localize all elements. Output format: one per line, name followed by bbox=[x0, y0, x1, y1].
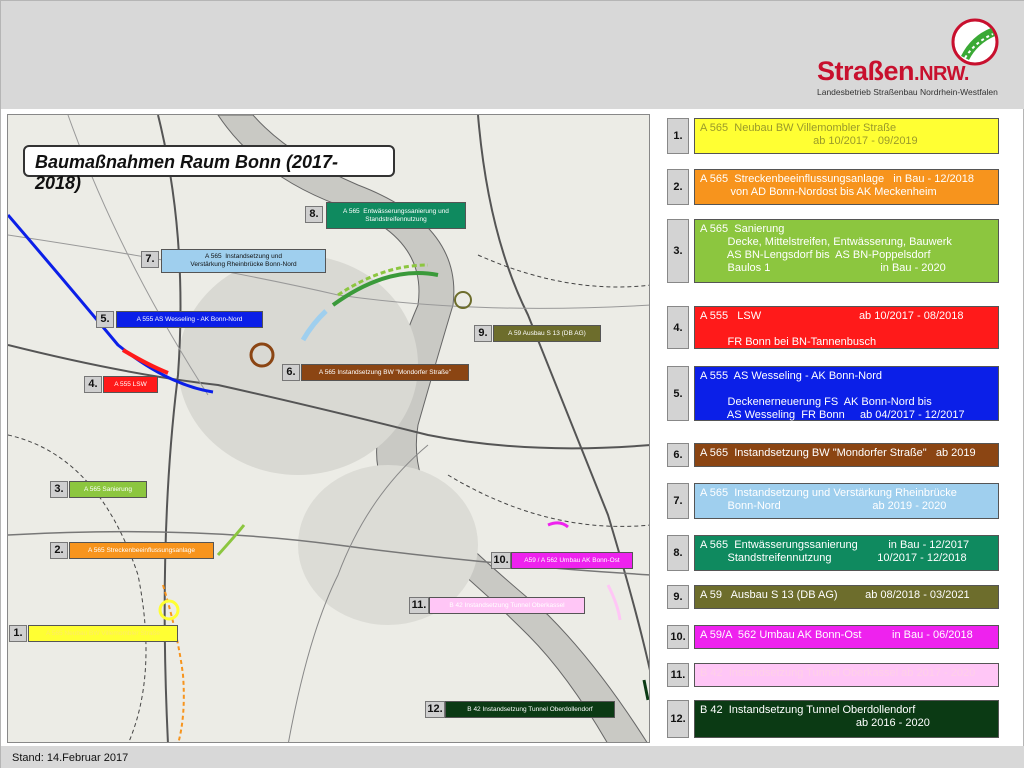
map-label-1: A 565 Neubau BW Villemombler Straße bbox=[28, 625, 178, 642]
project-num-10: 10. bbox=[667, 625, 689, 649]
map-label-3: A 565 Sanierung bbox=[69, 481, 147, 498]
project-num-8: 8. bbox=[667, 535, 689, 571]
project-num-11: 11. bbox=[667, 663, 689, 687]
project-box-11: B 42 Instandsetzung Tunnel Oberkassel ab 2017 - 2020 bbox=[694, 663, 999, 687]
footer-band bbox=[1, 746, 1024, 768]
map-label-9-num: 9. bbox=[474, 325, 492, 342]
project-num-2: 2. bbox=[667, 169, 689, 205]
project-num-7: 7. bbox=[667, 483, 689, 519]
project-box-8: A 565 Entwässerungssanierung in Bau - 12/2017 Standstreifennutzung 10/2017 - 12/2018 bbox=[694, 535, 999, 571]
map-label-12: B 42 Instandsetzung Tunnel Oberdollendorf bbox=[445, 701, 615, 718]
map-label-12-num: 12. bbox=[425, 701, 445, 718]
project-box-1: A 565 Neubau BW Villemombler Straße ab 10/2017 - 09/2019 bbox=[694, 118, 999, 154]
map-label-7: A 565 Instandsetzung und Verstärkung Rheinbrücke Bonn-Nord bbox=[161, 249, 326, 273]
project-num-3: 3. bbox=[667, 219, 689, 283]
map-label-6: A 565 Instandsetzung BW "Mondorfer Straße" bbox=[301, 364, 469, 381]
map-label-10-num: 10. bbox=[491, 552, 511, 569]
map-label-4-num: 4. bbox=[84, 376, 102, 393]
project-num-6: 6. bbox=[667, 443, 689, 467]
map-label-11: B 42 Instandsetzung Tunnel Oberkassel bbox=[429, 597, 585, 614]
map-label-9: A 59 Ausbau S 13 (DB AG) bbox=[493, 325, 601, 342]
map-label-8-num: 8. bbox=[305, 206, 323, 223]
project-num-5: 5. bbox=[667, 366, 689, 421]
project-box-2: A 565 Streckenbeeinflussungsanlage in Bau - 12/2018 von AD Bonn-Nordost bis AK Meckenheim bbox=[694, 169, 999, 205]
project-num-12: 12. bbox=[667, 700, 689, 738]
map-label-2: A 565 Streckenbeeinflussungsanlage bbox=[69, 542, 214, 559]
project-num-1: 1. bbox=[667, 118, 689, 154]
project-box-9: A 59 Ausbau S 13 (DB AG) ab 08/2018 - 03/2021 bbox=[694, 585, 999, 609]
map-label-1-num: 1. bbox=[9, 625, 27, 642]
project-box-4: A 555 LSW ab 10/2017 - 08/2018 FR Bonn bei BN-Tannenbusch bbox=[694, 306, 999, 349]
map-label-5: A 555 AS Wesseling - AK Bonn-Nord bbox=[116, 311, 263, 328]
map-label-3-num: 3. bbox=[50, 481, 68, 498]
map-label-8: A 565 Entwässerungssanierung und Standstreifennutzung bbox=[326, 202, 466, 229]
project-box-5: A 555 AS Wesseling - AK Bonn-Nord Deckenerneuerung FS AK Bonn-Nord bis AS Wesseling FR Bonn ab 04/2017 - 12/2017 bbox=[694, 366, 999, 421]
strassen-nrw-logo bbox=[813, 16, 1013, 101]
project-num-9: 9. bbox=[667, 585, 689, 609]
map-label-7-num: 7. bbox=[141, 251, 159, 268]
logo-subtitle: Landesbetrieb Straßenbau Nordrhein-Westfalen bbox=[817, 87, 998, 97]
project-box-7: A 565 Instandsetzung und Verstärkung Rheinbrücke Bonn-Nord ab 2019 - 2020 bbox=[694, 483, 999, 519]
map-title: Baumaßnahmen Raum Bonn (2017-2018) bbox=[23, 145, 395, 177]
map-label-5-num: 5. bbox=[96, 311, 114, 328]
stand-date: Stand: 14.Februar 2017 bbox=[12, 752, 129, 764]
map-label-11-num: 11. bbox=[409, 597, 429, 614]
project-box-6: A 565 Instandsetzung BW "Mondorfer Straße" ab 2019 bbox=[694, 443, 999, 467]
project-box-12: B 42 Instandsetzung Tunnel Oberdollendorf ab 2016 - 2020 bbox=[694, 700, 999, 738]
map-label-6-num: 6. bbox=[282, 364, 300, 381]
project-box-3: A 565 Sanierung Decke, Mittelstreifen, Entwässerung, Bauwerk AS BN-Lengsdorf bis AS BN-Poppelsdorf Baulos 1 in Bau - 2020 bbox=[694, 219, 999, 283]
map-label-10: A59 / A 562 Umbau AK Bonn-Ost bbox=[511, 552, 633, 569]
map-label-2-num: 2. bbox=[50, 542, 68, 559]
map-label-4: A 555 LSW bbox=[103, 376, 158, 393]
project-num-4: 4. bbox=[667, 306, 689, 349]
project-box-10: A 59/A 562 Umbau AK Bonn-Ost in Bau - 06/2018 bbox=[694, 625, 999, 649]
logo-brand: Straßen.NRW. bbox=[817, 56, 969, 86]
